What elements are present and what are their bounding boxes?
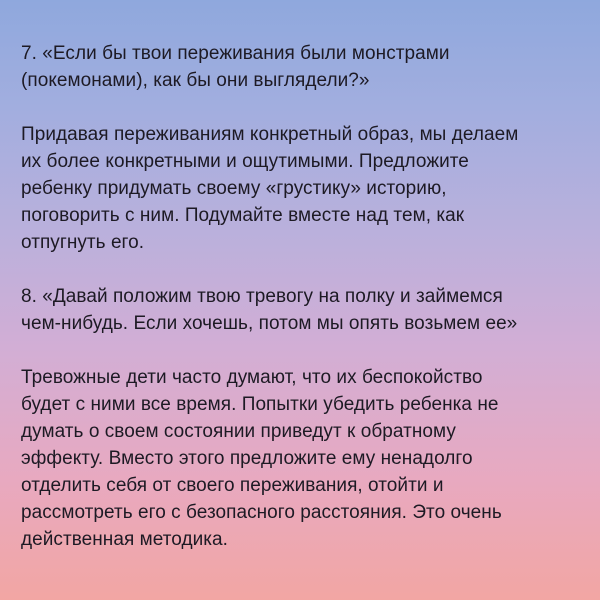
text-line: Тревожные дети часто думают, что их беспокойство: [21, 367, 483, 388]
question-7-explanation: [21, 121, 584, 256]
text-line: будет с ними все время. Попытки убедить ребенка не: [21, 394, 499, 415]
text-line: (покемонами), как бы они выглядели?»: [21, 70, 370, 91]
text-line: Придавая переживаниям конкретный образ, мы делаем: [21, 124, 519, 145]
text-line: отделить себя от своего переживания, отойти и: [21, 475, 444, 496]
question-7-heading: [21, 40, 584, 94]
text-line: их более конкретными и ощутимыми. Предложите: [21, 151, 469, 172]
text-line: отпугнуть его.: [21, 232, 145, 253]
text-line: рассмотреть его с безопасного расстояния. Это очень: [21, 502, 502, 523]
text-line: 7. «Если бы твои переживания были монстрами: [21, 43, 450, 64]
text-line: эффекту. Вместо этого предложите ему ненадолго: [21, 448, 473, 469]
text-line: 8. «Давай положим твою тревогу на полку и займемся: [21, 286, 503, 307]
question-8-explanation: [21, 364, 584, 553]
text-line: поговорить с ним. Подумайте вместе над тем, как: [21, 205, 465, 226]
text-line: чем-нибудь. Если хочешь, потом мы опять возьмем ее»: [21, 313, 518, 334]
text-line: думать о своем состоянии приведут к обратному: [21, 421, 456, 442]
text-line: действенная методика.: [21, 529, 228, 550]
text-line: ребенку придумать своему «грустику» историю,: [21, 178, 447, 199]
question-8-heading: [21, 283, 584, 337]
